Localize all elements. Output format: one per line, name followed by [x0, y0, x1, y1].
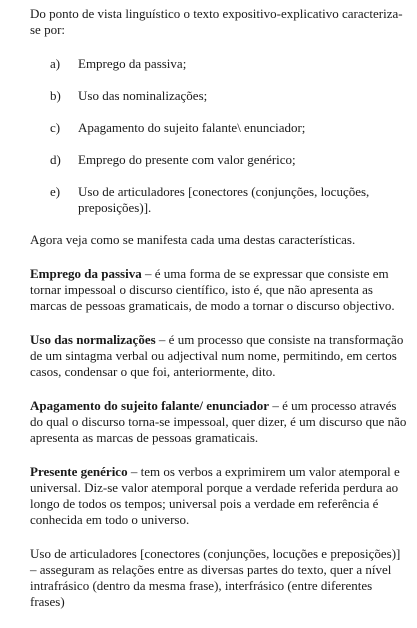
section-body: – é um processo através do qual o discurso torna-se impessoal, quer dizer, é um discurso que não apresenta as marcas de pessoas gramaticais.: [30, 398, 407, 445]
section-articuladores: [30, 546, 408, 610]
feature-text: Emprego do presente com valor genérico;: [78, 152, 296, 167]
section-term: Emprego da passiva: [30, 266, 142, 281]
section-term: Apagamento do sujeito falante/ enunciador: [30, 398, 270, 413]
section-normalizacoes: [30, 332, 408, 380]
section-body: – é uma forma de se expressar que consiste em tornar impessoal o discurso científico, isto é, que não apresenta as marcas de pessoas gramaticais, de modo a tornar o discurso objectivo.: [30, 266, 395, 313]
feature-text: Apagamento do sujeito falante\ enunciador;: [78, 120, 306, 135]
section-term: Uso das normalizações: [30, 332, 156, 347]
feature-text: Uso de articuladores [conectores (conjunções, locuções, preposições)].: [78, 184, 370, 215]
feature-item-d: [30, 152, 408, 168]
intro-paragraph: Do ponto de vista linguístico o texto expositivo-explicativo caracteriza-se por:: [30, 6, 403, 37]
lead-paragraph: Agora veja como se manifesta cada uma destas características.: [30, 232, 356, 247]
feature-text: Uso das nominalizações;: [78, 88, 208, 103]
feature-text: Emprego da passiva;: [78, 56, 187, 71]
feature-marker: e): [50, 184, 61, 199]
feature-marker: d): [50, 152, 61, 167]
document-page: [30, 6, 408, 628]
feature-marker: a): [50, 56, 61, 71]
section-passiva: [30, 266, 408, 314]
feature-marker: c): [50, 120, 61, 135]
section-term: Presente genérico: [30, 464, 128, 479]
feature-marker: b): [50, 88, 61, 103]
section-body: – tem os verbos a exprimirem um valor atemporal e universal. Diz-se valor atemporal porque a verdade referida perdura ao longo de todos os tempos; universal pois a verdade em referência é conhecida em todo o universo.: [30, 464, 400, 527]
feature-item-a: [30, 56, 408, 72]
section-presente: [30, 464, 408, 528]
feature-list: [30, 56, 408, 216]
feature-item-b: [30, 88, 408, 104]
section-body: – é um processo que consiste na transformação de um sintagma verbal ou adjectival num nome, permitindo, em certos casos, condensar o que foi, anteriormente, dito.: [30, 332, 404, 379]
feature-item-c: [30, 120, 408, 136]
section-apagamento: [30, 398, 408, 446]
section-body: Uso de articuladores [conectores (conjunções, locuções e preposições)] – asseguram as relações entre as diversas partes do texto, quer a nível intrafrásico (dentro da mesma frase), interfrásico (entre diferentes frases): [30, 546, 401, 609]
feature-item-e: [30, 184, 408, 216]
